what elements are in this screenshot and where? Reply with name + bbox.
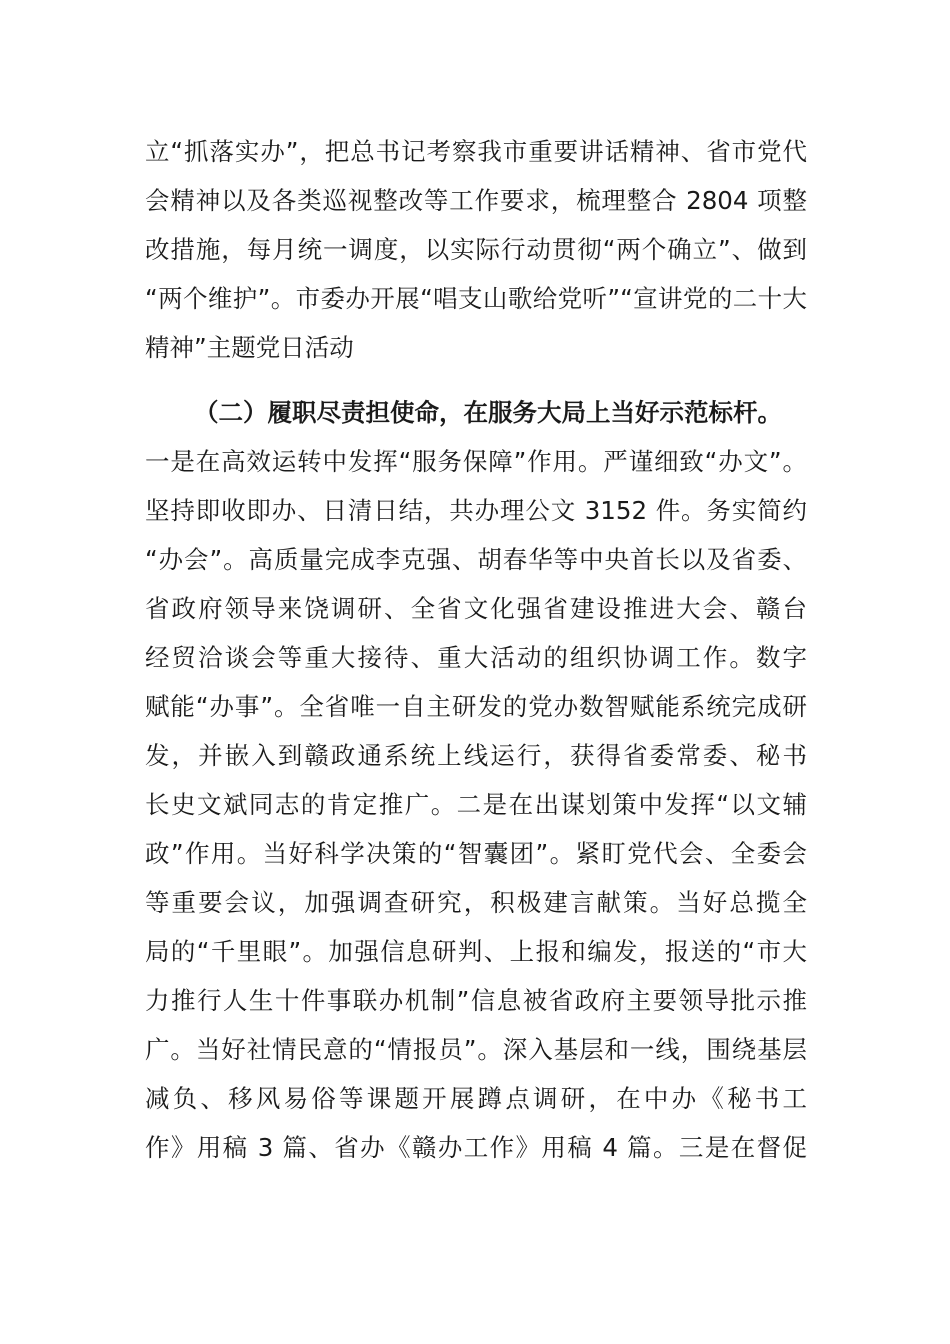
paragraph-line: 一是在高效运转中发挥“服务保障”作用。严谨细致“办文”。 [145,447,807,476]
paragraph-line: 省政府领导来饶调研、全省文化强省建设推进大会、赣台 [145,594,807,623]
paragraph-line: “两个维护”。市委办开展“唱支山歌给党听”“宣讲党的二十大 [145,284,807,313]
paragraph-line: 坚持即收即办、日清日结，共办理公文 3152 件。务实简约 [145,496,807,525]
paragraph-line: 赋能“办事”。全省唯一自主研发的党办数智赋能系统完成研 [145,692,807,721]
paragraph-line: 长史文斌同志的肯定推广。二是在出谋划策中发挥“以文辅 [145,790,807,819]
paragraph-line: 局的“千里眼”。加强信息研判、上报和编发，报送的“市大 [145,937,807,966]
paragraph-line: 政”作用。当好科学决策的“智囊团”。紧盯党代会、全委会 [145,839,807,868]
paragraph-line: “办会”。高质量完成李克强、胡春华等中央首长以及省委、 [145,545,807,574]
paragraph-line: 减负、移风易俗等课题开展蹲点调研，在中办《秘书工 [145,1084,807,1113]
paragraph-line: 等重要会议，加强调查研究，积极建言献策。当好总揽全 [145,888,807,917]
paragraph-line: 力推行人生十件事联办机制”信息被省政府主要领导批示推 [145,986,807,1015]
paragraph-line: 改措施，每月统一调度，以实际行动贯彻“两个确立”、做到 [145,235,807,264]
paragraph-line: 立“抓落实办”，把总书记考察我市重要讲话精神、省市党代 [145,137,807,166]
paragraph-line: 作》用稿 3 篇、省办《赣办工作》用稿 4 篇。三是在督促 [145,1133,807,1162]
paragraph-line: 经贸洽谈会等重大接待、重大活动的组织协调工作。数字 [145,643,807,672]
paragraph-line: 会精神以及各类巡视整改等工作要求，梳理整合 2804 项整 [145,186,807,215]
paragraph-line: 精神”主题党日活动 [145,333,354,362]
paragraph-line: 广。当好社情民意的“情报员”。深入基层和一线，围绕基层 [145,1035,807,1064]
section-heading: （二）履职尽责担使命，在服务大局上当好示范标杆。 [194,398,782,427]
paragraph-line: 发，并嵌入到赣政通系统上线运行，获得省委常委、秘书 [145,741,807,770]
